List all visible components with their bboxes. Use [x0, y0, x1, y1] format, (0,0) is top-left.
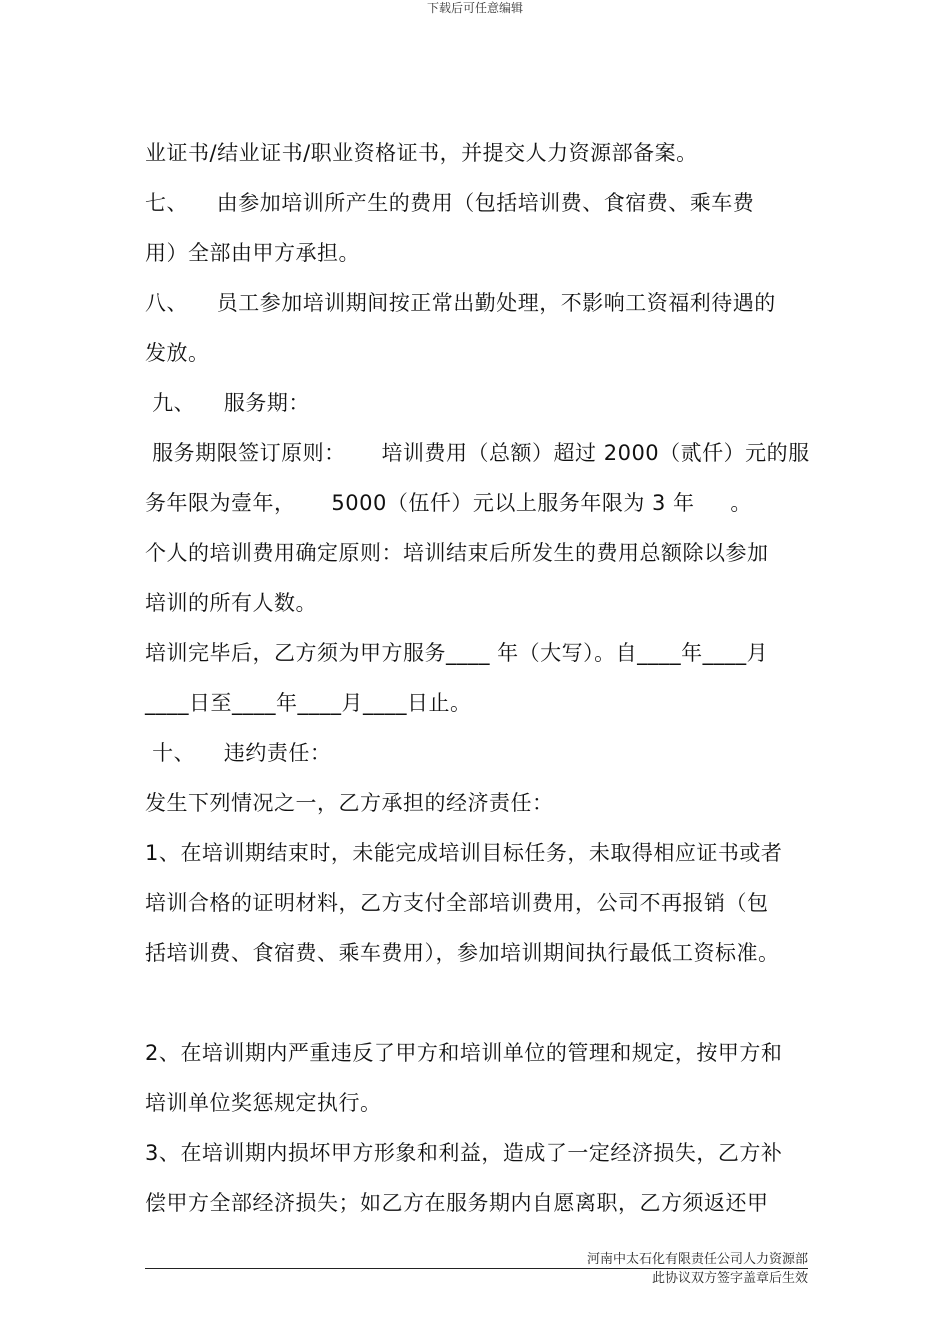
- text-line: ____日至____年____月____日止。: [145, 691, 472, 715]
- text-line: 偿甲方全部经济损失；如乙方在服务期内自愿离职，乙方须返还甲: [145, 1191, 769, 1215]
- text-line: 七、 由参加培训所产生的费用（包括培训费、食宿费、乘车费: [145, 191, 755, 215]
- text-line: 1、在培训期结束时，未能完成培训目标任务，未取得相应证书或者: [145, 841, 783, 865]
- page-header: 下载后可任意编辑: [426, 1, 523, 15]
- text-line: 培训合格的证明材料，乙方支付全部培训费用，公司不再报销（包: [145, 891, 769, 915]
- section-heading: 十、 违约责任：: [145, 741, 332, 765]
- text-line: 括培训费、食宿费、乘车费用），参加培训期间执行最低工资标准。: [145, 941, 780, 965]
- text-line: 用）全部由甲方承担。: [145, 241, 360, 265]
- text-line: 发放。: [145, 341, 210, 365]
- text-line: 培训单位奖惩规定执行。: [145, 1091, 382, 1115]
- text-line: 培训完毕后，乙方须为甲方服务____ 年（大写）。自____年____月: [145, 641, 769, 665]
- text-line: 业证书/结业证书/职业资格证书，并提交人力资源部备案。: [145, 141, 698, 165]
- footer-organization: 河南中太石化有限责任公司人力资源部: [586, 1252, 808, 1267]
- text-line: 八、 员工参加培训期间按正常出勤处理，不影响工资福利待遇的: [145, 291, 776, 315]
- text-line: 培训的所有人数。: [145, 591, 317, 615]
- blank-line: [145, 978, 825, 1028]
- text-line: 2、在培训期内严重违反了甲方和培训单位的管理和规定，按甲方和: [145, 1041, 783, 1065]
- text-line: 服务期限签订原则： 培训费用（总额）超过 2000（贰仟）元的服: [145, 441, 810, 465]
- document-body: [145, 128, 825, 1228]
- section-heading: 九、 服务期：: [145, 391, 310, 415]
- page-footer: [587, 1251, 808, 1288]
- footer-note: 此协议双方签字盖章后生效: [651, 1271, 808, 1286]
- text-line: 3、在培训期内损坏甲方形象和利益，造成了一定经济损失，乙方补: [145, 1141, 783, 1165]
- text-line: 发生下列情况之一，乙方承担的经济责任：: [145, 791, 554, 815]
- text-line: 个人的培训费用确定原则：培训结束后所发生的费用总额除以参加: [145, 541, 769, 565]
- text-line: 务年限为壹年， 5000（伍仟）元以上服务年限为 3 年 。: [145, 491, 752, 515]
- footer-divider: [145, 1268, 808, 1269]
